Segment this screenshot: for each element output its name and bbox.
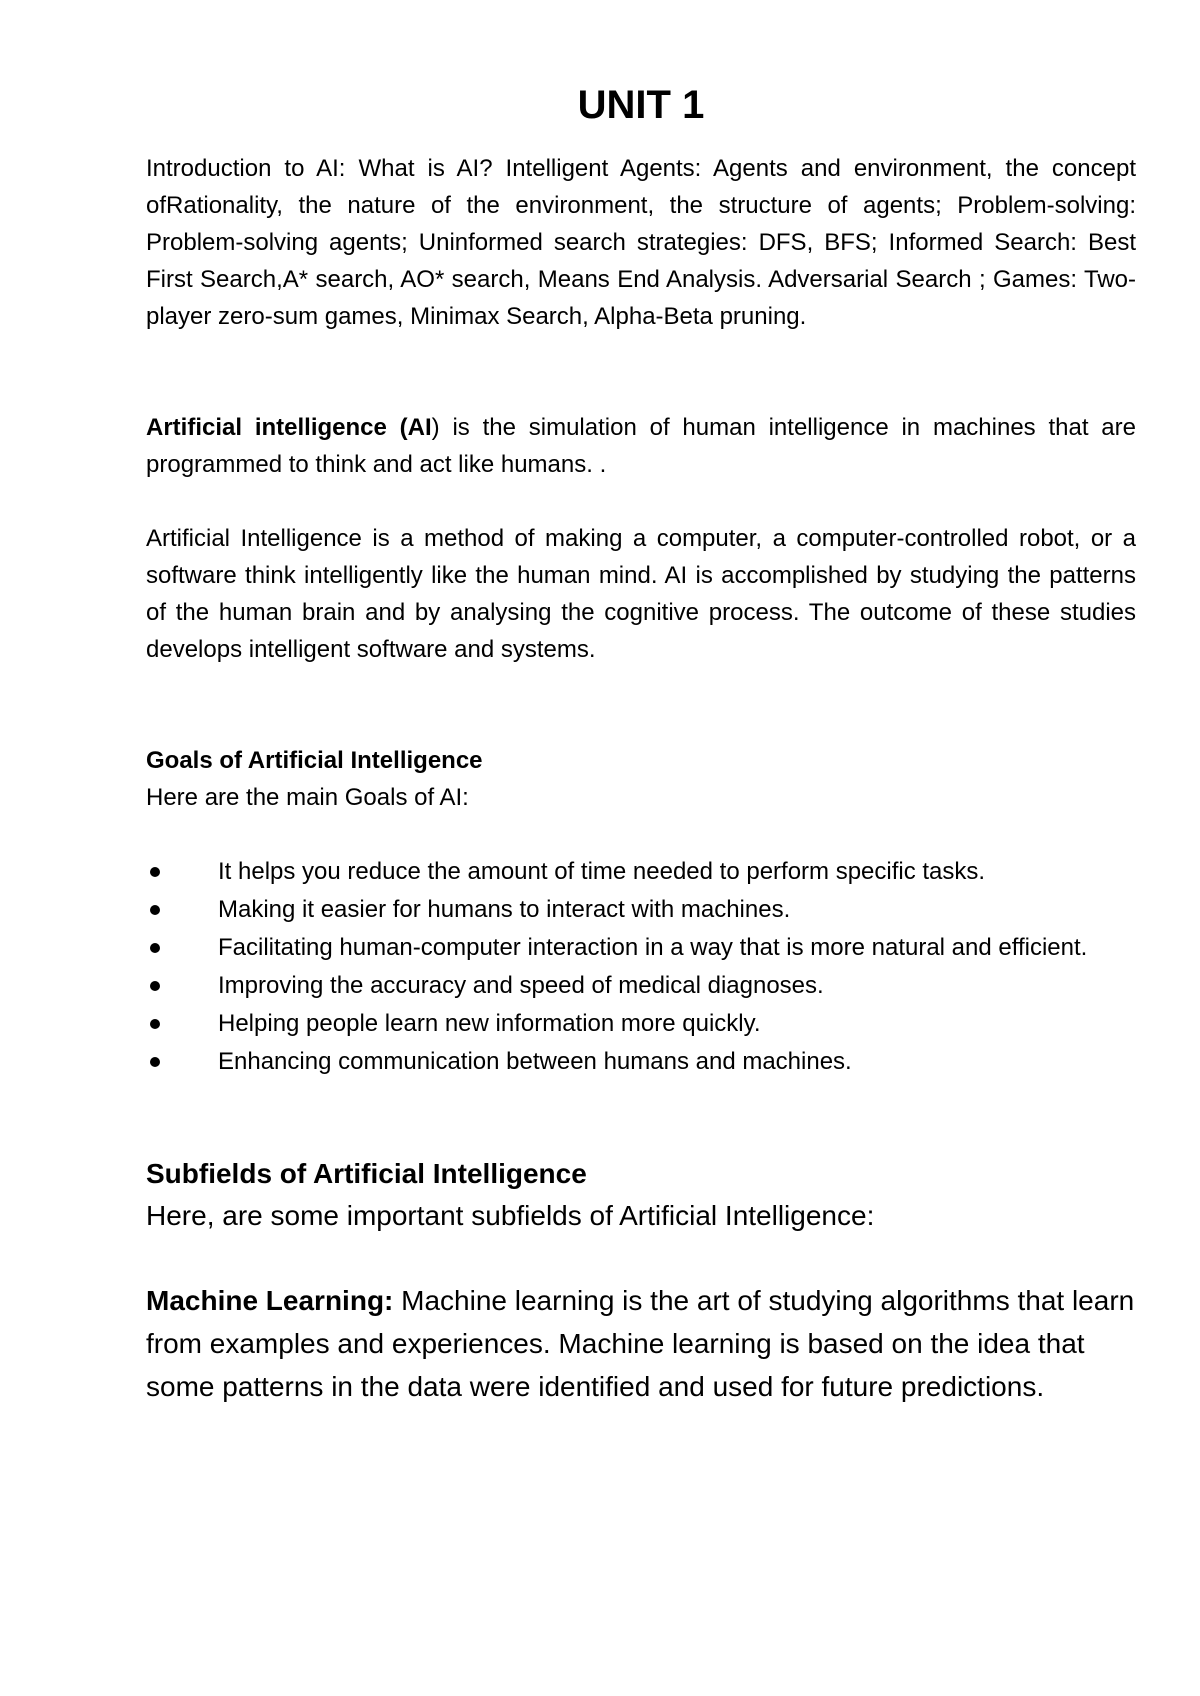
list-item (146, 891, 1136, 929)
machine-learning-text: Machine learning is the art of studying algorithms that learn from examples and experiences. Machine learning is based on the idea that some patterns in the data were identified and used for future predictions. (146, 1285, 1135, 1402)
bullet-icon (150, 981, 160, 991)
bullet-icon (150, 905, 160, 915)
subfields-intro: Here, are some important subfields of Artificial Intelligence: (146, 1200, 875, 1231)
bullet-icon (150, 867, 160, 877)
ai-definition-term: Artificial intelligence (AI (146, 414, 432, 441)
list-item (146, 967, 1136, 1005)
list-item (146, 853, 1136, 891)
bullet-icon (150, 943, 160, 953)
subfields-heading: Subfields of Artificial Intelligence (146, 1158, 587, 1189)
ai-description-paragraph: Artificial Intelligence is a method of making a computer, a computer-controlled robot, or a software think intelligently like the human mind. AI is accomplished by studying the patterns of the human brain and by analysing the cognitive process. The outcome of these studies develops intelligent software and systems. (146, 525, 1136, 663)
list-item (146, 1005, 1136, 1043)
page-content (146, 78, 1136, 1408)
machine-learning-label: Machine Learning: (146, 1285, 394, 1316)
goals-list (146, 853, 1136, 1081)
goals-intro: Here are the main Goals of AI: (146, 784, 469, 811)
bullet-icon (150, 1019, 160, 1029)
goal-text: Making it easier for humans to interact with machines. (218, 896, 791, 923)
list-item (146, 1043, 1136, 1081)
goal-text: Facilitating human-computer interaction in a way that is more natural and efficient. (218, 934, 1088, 961)
list-item (146, 929, 1136, 967)
goal-text: It helps you reduce the amount of time needed to perform specific tasks. (218, 858, 986, 885)
machine-learning-paragraph (146, 1279, 1136, 1408)
goals-list-wrapper (146, 853, 1136, 1081)
syllabus-paragraph: Introduction to AI: What is AI? Intelligent Agents: Agents and environment, the concept ofRationality, the nature of the environment, the structure of agents; Problem-solving: Problem-solving agents; Uninformed search strategies: DFS, BFS; Informed Search: Best First Search,A* search, AO* search, Means End Analysis. Adversarial Search ; Games: Two-player zero-sum games, Minimax Search, Alpha-Beta pruning. (146, 155, 1136, 330)
goal-text: Helping people learn new information more quickly. (218, 1010, 761, 1037)
ai-definition-text: ) is the simulation of human intelligence in machines that are programmed to think and act like humans. . (146, 414, 1136, 478)
goal-text: Improving the accuracy and speed of medical diagnoses. (218, 972, 824, 999)
bullet-icon (150, 1057, 160, 1067)
ai-definition-paragraph (146, 409, 1136, 483)
goals-heading: Goals of Artificial Intelligence (146, 747, 483, 774)
goal-text: Enhancing communication between humans and machines. (218, 1048, 852, 1075)
page-title: UNIT 1 (577, 83, 705, 127)
